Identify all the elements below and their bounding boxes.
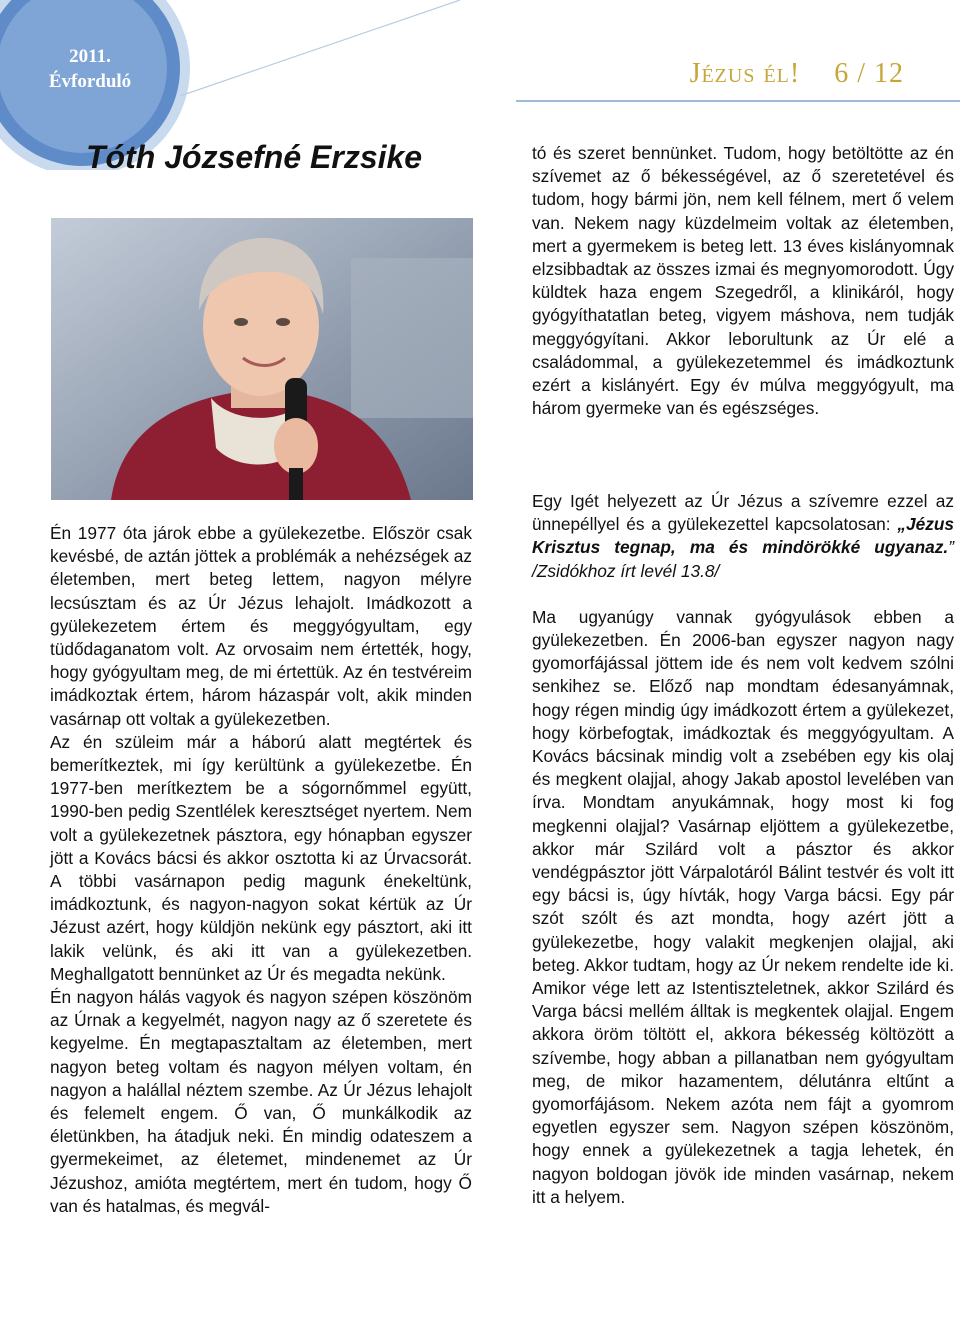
paragraph: Én nagyon hálás vagyok és nagyon szépen köszönöm az Úrnak a kegyelmét, nagyon nagy az ő szeretete és kegyelme. Én megtapasztaltam az életemben, mert nagyon beteg voltam és nagyon mélyen voltam, én nagyon a halállal néztem szembe. Az Úr Jézus lehajolt és felemelt engem. Ő van, Ő munkálkodik az életünkben, ha átadjuk neki. Én mindig odateszem a gyermekeimet, az életemet, mindenemet az Úr Jézushoz, amióta megtértem, mert én tudom, hogy Ő van és hatalmas, és megvál- [50,987,472,1216]
badge-year: 2011. [69,46,111,67]
bible-verse-paragraph [532,490,954,583]
page-number: 6 / 12 [834,58,904,89]
portrait-photo-icon [51,218,473,500]
header-rule [516,100,960,102]
portrait-illustration [51,218,473,500]
article-title: Tóth Józsefné Erzsike [86,139,423,175]
paragraph: tó és szeret bennünket. Tudom, hogy betöltötte az én szívemet az ő békességével, az ő szeretetével és tudom, hogy bármi jön, nem kell félnem, mert ő velem van. Nekem nagy küzdelmeim voltak az életemben, mert a gyermekem is beteg lett. 13 éves kislányomnak elzsibbadtak az összes izmai és megnyomorodott. Úgy küldtek haza engem Szegedről, a klinikáról, hogy gyógyíthatatlan beteg, vigyem máshova, nem tudják meggyógyítani. Akkor leborultunk az Úr elé a családommal, a gyülekezetemmel és imádkoztunk ezért a kislányért. Egy év múlva meggyógyult, ma három gyermeke van és egészséges. [532,143,954,419]
paragraph: Én 1977 óta járok ebbe a gyülekezetbe. Először csak kevésbé, de aztán jöttek a problémák a nehézségek az életemben, mert beteg lettem, nagyon mélyre lecsúsztam és az Úr Jézus lehajolt. Imádkozott a gyülekezetem értem és meggyógyultam, egy tüdődaganatom volt. Az orvosaim nem értették, hogy, hogy gyógyultam meg, de mi értettük. Az én testvéreim imádkoztak értem, három házaspár volt, akik minden vasárnap ott voltak a gyülekezetben. [50,523,472,729]
right-column-top [532,142,954,420]
paragraph: Az én szüleim már a háború alatt megtértek és bemerítkeztek, mi így kerültünk a gyülekezetbe. Én 1977-ben merítkeztem be a sógornőmmel együtt, 1990-ben pedig Szentlélek keresztséget nyertem. Nem volt a gyülekezetnek pásztora, egy hónapban egyszer jött a Kovács bácsi és akkor osztotta ki az Úrvacsorát. A többi vasárnapon pedig magunk énekeltünk, imádkoztunk, és nagyon-nagyon sokat kértük az Úr Jézust azért, hogy küldjön nekünk egy pásztort, aki itt lakik velünk, és aki itt van a gyülekezetben. Meghallgatott bennünket az Úr és megadta nekünk. [50,731,472,984]
magazine-title: Jézus él! [689,58,801,89]
badge-label: Évforduló [48,71,132,92]
verse-reference: ” /Zsidókhoz írt levél 13.8/ [532,537,954,581]
bible-verse: „Jézus Krisztus tegnap, ma és mindörökké ugyanaz. [532,514,954,558]
page-header [690,58,904,90]
paragraph: Ma ugyanúgy vannak gyógyulások ebben a gyülekezetben. Én 2006-ban egyszer nagyon nagy gyomorfájással jöttem ide és nem volt kedvem szólni senkihez se. Előző nap mondtam édesanyámnak, hogy régen mindig úgy imádkozott értem a gyülekezet, hogy körbefogtak, imádkoztak és meggyógyultam. A Kovács bácsinak mindig volt a zsebében egy kis olaj és megkent olajjal, ahogy Jakab apostol levelében van írva. Mondtam anyukámnak, hogy most ki fog megkenni olajjal? Vasárnap eljöttem a gyülekezetbe, akkor már Szilárd volt a pásztor és akkor vendégpásztor jött Várpalotáról Bálint testvér és volt itt egy bácsi is, úgy hívták, hogy Varga bácsi. Egy pár szót szólt és azt mondta, hogy azért jött a gyülekezetbe, hogy valakit megkenjen olajjal, aki beteg. Akkor tudtam, hogy az Úr nekem rendelte ide ki. Amikor vége lett az Istentiszteletnek, akkor Szilárd és Varga bácsi mellém álltak is megkentek olajjal. Engem akkora öröm töltött el, akkora békesség költözött a szívembe, hogy abban a pillanatban nem gyógyultam meg, de mikor hazamentem, délutánra eltűnt a gyomorfájásom. Nekem azóta nem fájt a gyomrom egyetlen egyszer sem. Nagyon szépen köszönöm, hogy ennek a gyülekezetnek a tagja lehetek, én nagyon boldogan jövök ide minden vasárnap, nekem itt a helyem. [532,606,954,1207]
verse-intro: Egy Igét helyezett az Úr Jézus a szívemre ezzel az ünnepéllyel és a gyülekezettel kapcsolatosan: [532,491,954,535]
right-column-bottom [532,490,954,1209]
left-column [50,522,472,1218]
